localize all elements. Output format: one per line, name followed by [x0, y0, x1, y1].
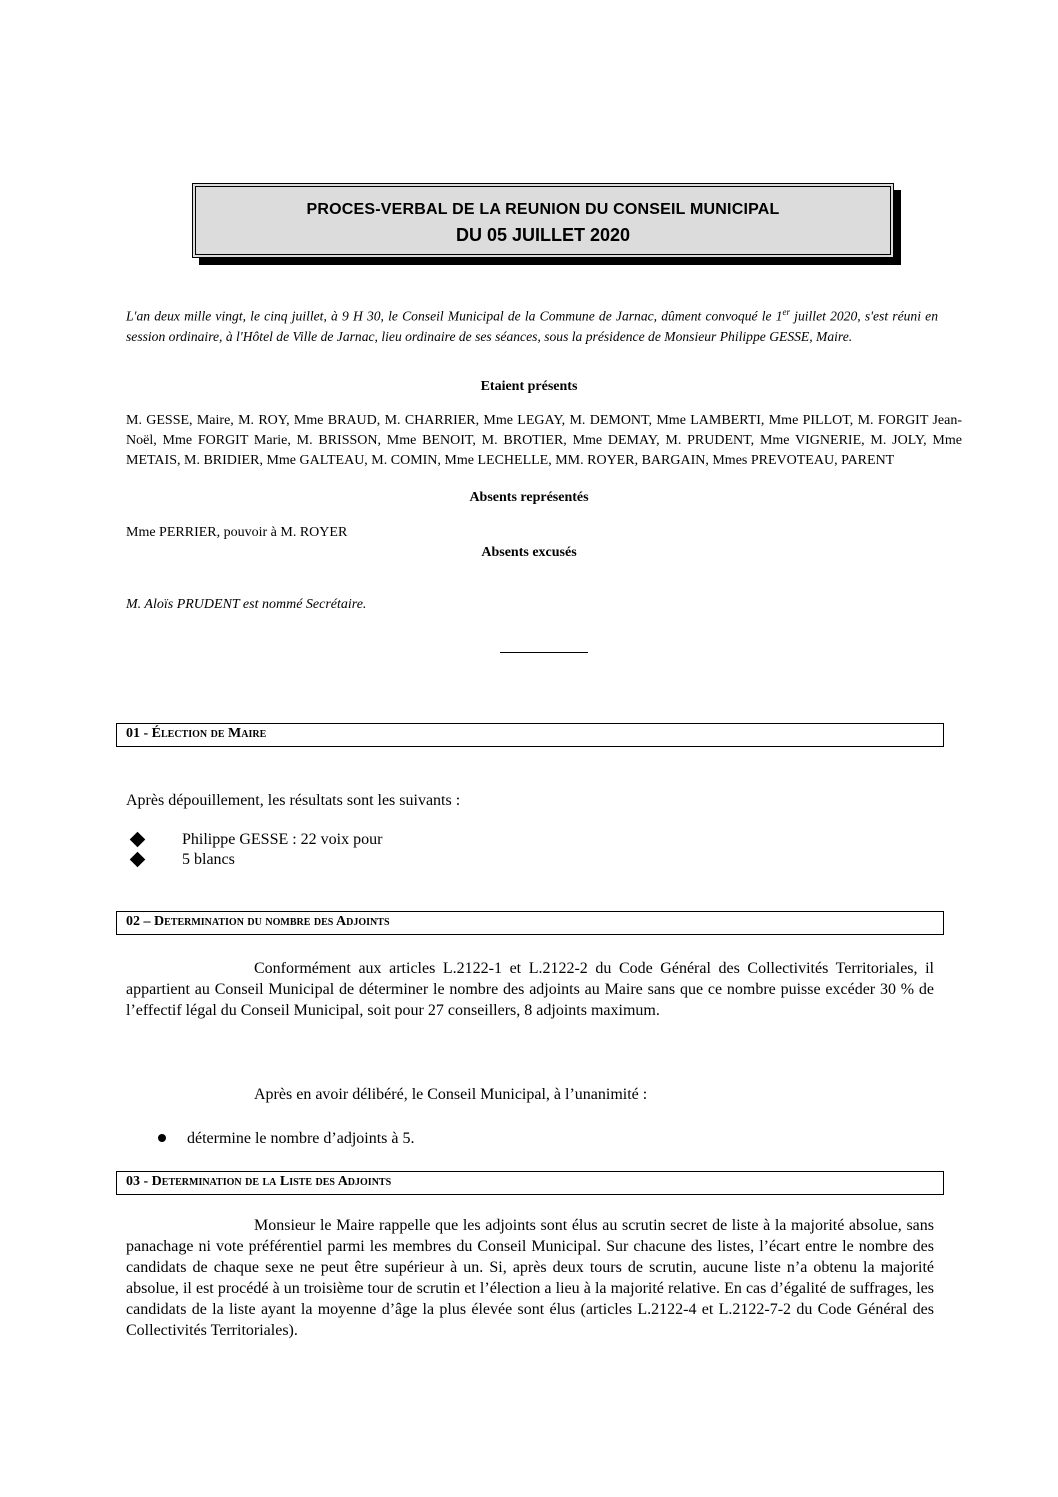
diamond-bullet-icon [130, 852, 146, 868]
section-02-header [116, 911, 944, 935]
document-title-box [192, 183, 894, 258]
section-03-paragraph: Monsieur le Maire rappelle que les adjoints sont élus au scrutin secret de liste à la majorité absolue, sans panachage ni vote préférentiel parmi les membres du Conseil Municipal. Sur chacune des listes, l’écart entre le nombre des candidats de chaque sexe ne peut être supérieur à un. Si, après deux tours de scrutin, aucune liste n’a obtenu la majorité absolue, il est procédé à un troisième tour de scrutin et l’élection a lieu à la majorité relative. En cas d’égalité de suffrages, les candidats de la liste ayant la moyenne d’âge la plus élevée sont élus (articles L.2122-4 et L.2122-7-2 du Code Général des Collectivités Territoriales). [126, 1217, 934, 1339]
section-02-title: 02 – Determination du nombre des Adjoints [126, 914, 390, 929]
section-03-title: 03 - Determination de la Liste des Adjoints [126, 1174, 392, 1189]
diamond-bullet-icon [130, 832, 146, 848]
decision-item: détermine le nombre d’adjoints à 5. [187, 1130, 415, 1147]
secretary-line: M. Aloïs PRUDENT est nommé Secrétaire. [126, 597, 367, 612]
bullet-dot-icon [158, 1134, 166, 1142]
separator-line [500, 652, 588, 653]
results-lead: Après dépouillement, les résultats sont les suivants : [126, 792, 461, 809]
section-03-header [116, 1171, 944, 1195]
document-date: DU 05 JUILLET 2020 [455, 225, 631, 245]
section-02-paragraph: Conformément aux articles L.2122-1 et L.2122-2 du Code Général des Collectivités Territoriales, il appartient au Conseil Municipal de déterminer le nombre des adjoints au Maire sans que ce nombre puisse excéder 30 % de l’effectif légal du Conseil Municipal, soit pour 27 conseillers, 8 adjoints maximum. [126, 960, 934, 1019]
result-item: 5 blancs [182, 851, 235, 868]
excused-heading: Absents excusés [481, 545, 577, 560]
section-01-title: 01 - Élection de Maire [126, 726, 267, 741]
intro-paragraph: L'an deux mille vingt, le cinq juillet, à 9 H 30, le Conseil Municipal de la Commune de Jarnac, dûment convoqué le 1er juillet 2020, s'est réuni en session ordinaire, à l'Hôtel de Ville de Jarnac, lieu ordinaire de ses séances, sous la présidence de Monsieur Philippe GESSE, Maire. [126, 307, 938, 344]
present-list: M. GESSE, Maire, M. ROY, Mme BRAUD, M. CHARRIER, Mme LEGAY, M. DEMONT, Mme LAMBERTI, Mme PILLOT, M. FORGIT Jean-Noël, Mme FORGIT Marie, M. BRISSON, Mme BENOIT, M. BROTIER, Mme DEMAY, M. PRUDENT, Mme VIGNERIE, M. JOLY, Mme METAIS, M. BRIDIER, Mme GALTEAU, M. COMIN, Mme LECHELLE, MM. ROYER, BARGAIN, Mmes PREVOTEAU, PARENT [126, 413, 962, 468]
section-01-header [116, 723, 944, 747]
present-heading: Etaient présents [480, 379, 578, 394]
result-item: Philippe GESSE : 22 voix pour [182, 831, 383, 848]
represented-heading: Absents représentés [469, 490, 589, 505]
represented-list: Mme PERRIER, pouvoir à M. ROYER [126, 525, 348, 540]
decision-lead: Après en avoir délibéré, le Conseil Municipal, à l’unanimité : [254, 1086, 648, 1103]
document-title: PROCES-VERBAL DE LA REUNION DU CONSEIL MUNICIPAL [306, 201, 780, 218]
